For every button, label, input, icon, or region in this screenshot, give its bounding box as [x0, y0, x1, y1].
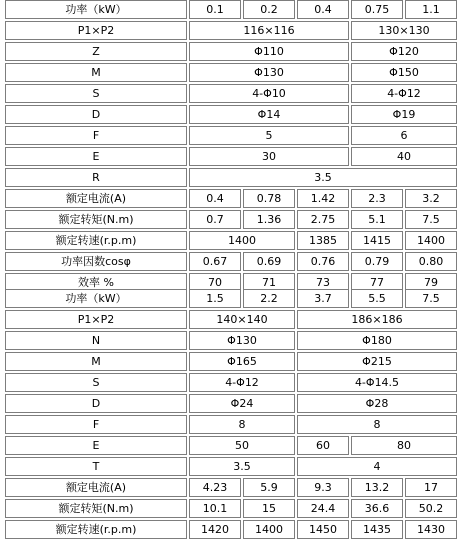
table-cell: Φ150 — [351, 63, 457, 82]
table-row — [5, 415, 457, 434]
spec-table-1 — [3, 0, 459, 294]
table-cell: 30 — [189, 147, 349, 166]
table-cell: 8 — [297, 415, 457, 434]
row-label: F — [5, 126, 187, 145]
row-label: M — [5, 352, 187, 371]
table-cell: 3.5 — [189, 457, 295, 476]
table-row — [5, 499, 457, 518]
row-label: N — [5, 331, 187, 350]
table-cell: 1.42 — [297, 189, 349, 208]
table-cell: 140×140 — [189, 310, 295, 329]
table-cell: 0.67 — [189, 252, 241, 271]
table-cell: 0.1 — [189, 0, 241, 19]
table-cell: 1430 — [405, 520, 457, 539]
table-cell: 4-Φ10 — [189, 84, 349, 103]
table-cell: 1450 — [297, 520, 349, 539]
table-cell: 4-Φ12 — [351, 84, 457, 103]
row-label: S — [5, 373, 187, 392]
table-cell: 79 — [405, 273, 457, 292]
table-cell: Φ215 — [297, 352, 457, 371]
table-cell: 3.7 — [297, 289, 349, 308]
row-label: M — [5, 63, 187, 82]
table-cell: 0.7 — [189, 210, 241, 229]
table-cell: 3.5 — [189, 168, 457, 187]
row-label: 额定转矩(N.m) — [5, 499, 187, 518]
row-label: D — [5, 105, 187, 124]
row-label: 效率 % — [5, 273, 187, 292]
table-row — [5, 436, 457, 455]
table-cell: 8 — [189, 415, 295, 434]
table-cell: 4.23 — [189, 478, 241, 497]
table-cell: 77 — [351, 273, 403, 292]
row-label: R — [5, 168, 187, 187]
row-label: P1×P2 — [5, 21, 187, 40]
row-label: 额定电流(A) — [5, 189, 187, 208]
table-row — [5, 373, 457, 392]
table-cell: 0.76 — [297, 252, 349, 271]
table-cell: 1435 — [351, 520, 403, 539]
table-row — [5, 126, 457, 145]
table-row — [5, 105, 457, 124]
row-label: 额定电流(A) — [5, 478, 187, 497]
table-cell: 4 — [297, 457, 457, 476]
table-cell: 0.4 — [297, 0, 349, 19]
table-cell: Φ110 — [189, 42, 349, 61]
table-cell: Φ28 — [297, 394, 457, 413]
table-cell: 40 — [351, 147, 457, 166]
table-cell: 0.69 — [243, 252, 295, 271]
row-label: 功率因数cosφ — [5, 252, 187, 271]
row-label: 功率（kW） — [5, 289, 187, 308]
table-cell: 6 — [351, 126, 457, 145]
table-row — [5, 394, 457, 413]
table-row — [5, 210, 457, 229]
table-row — [5, 252, 457, 271]
table-cell: Φ130 — [189, 63, 349, 82]
table-cell: 1385 — [297, 231, 349, 250]
table-cell: 1400 — [243, 520, 295, 539]
table-cell: 5.5 — [351, 289, 403, 308]
table-cell: 5 — [189, 126, 349, 145]
table-row — [5, 520, 457, 539]
table-row — [5, 0, 457, 19]
table-row — [5, 147, 457, 166]
table-row — [5, 42, 457, 61]
row-label: E — [5, 436, 187, 455]
table-cell: 7.5 — [405, 210, 457, 229]
table-cell: 3.2 — [405, 189, 457, 208]
table-cell: 80 — [351, 436, 457, 455]
table-cell: 36.6 — [351, 499, 403, 518]
table-cell: Φ19 — [351, 105, 457, 124]
table-cell: 0.2 — [243, 0, 295, 19]
row-label: 功率（kW） — [5, 0, 187, 19]
table-cell: 60 — [297, 436, 349, 455]
row-label: F — [5, 415, 187, 434]
table-cell: 5.1 — [351, 210, 403, 229]
table-cell: Φ130 — [189, 331, 295, 350]
table-cell: Φ14 — [189, 105, 349, 124]
table-cell: 0.80 — [405, 252, 457, 271]
table-row — [5, 331, 457, 350]
table-cell: Φ24 — [189, 394, 295, 413]
table-row — [5, 289, 457, 308]
table-cell: Φ180 — [297, 331, 457, 350]
row-label: 额定转矩(N.m) — [5, 210, 187, 229]
row-label: S — [5, 84, 187, 103]
table-cell: 1400 — [405, 231, 457, 250]
row-label: Z — [5, 42, 187, 61]
table-cell: 116×116 — [189, 21, 349, 40]
table-cell: 0.4 — [189, 189, 241, 208]
table-cell: 130×130 — [351, 21, 457, 40]
table-cell: 13.2 — [351, 478, 403, 497]
row-label: D — [5, 394, 187, 413]
row-label: 额定转速(r.p.m) — [5, 520, 187, 539]
table-cell: Φ165 — [189, 352, 295, 371]
table-row — [5, 310, 457, 329]
table-cell: 1.1 — [405, 0, 457, 19]
table-cell: 2.75 — [297, 210, 349, 229]
table-cell: 70 — [189, 273, 241, 292]
table-cell: 0.75 — [351, 0, 403, 19]
table-cell: 15 — [243, 499, 295, 518]
table-cell: Φ120 — [351, 42, 457, 61]
table-row — [5, 168, 457, 187]
row-label: P1×P2 — [5, 310, 187, 329]
table-row — [5, 352, 457, 371]
table-cell: 5.9 — [243, 478, 295, 497]
table-cell: 17 — [405, 478, 457, 497]
table-cell: 1400 — [189, 231, 295, 250]
table-cell: 7.5 — [405, 289, 457, 308]
table-row — [5, 231, 457, 250]
table-row — [5, 189, 457, 208]
table-cell: 1420 — [189, 520, 241, 539]
table-cell: 186×186 — [297, 310, 457, 329]
table-cell: 1415 — [351, 231, 403, 250]
table-cell: 24.4 — [297, 499, 349, 518]
table-cell: 10.1 — [189, 499, 241, 518]
row-label: T — [5, 457, 187, 476]
table-cell: 0.78 — [243, 189, 295, 208]
table-row — [5, 21, 457, 40]
row-label: E — [5, 147, 187, 166]
table-cell: 4-Φ12 — [189, 373, 295, 392]
table-cell: 50.2 — [405, 499, 457, 518]
table-cell: 1.5 — [189, 289, 241, 308]
row-label: 额定转速(r.p.m) — [5, 231, 187, 250]
table-cell: 0.79 — [351, 252, 403, 271]
table-cell: 9.3 — [297, 478, 349, 497]
table-cell: 2.2 — [243, 289, 295, 308]
table-cell: 71 — [243, 273, 295, 292]
table-cell: 4-Φ14.5 — [297, 373, 457, 392]
table-cell: 50 — [189, 436, 295, 455]
spec-table-2 — [3, 287, 459, 541]
table-cell: 1.36 — [243, 210, 295, 229]
table-row — [5, 63, 457, 82]
table-row — [5, 457, 457, 476]
table-cell: 2.3 — [351, 189, 403, 208]
table-row — [5, 84, 457, 103]
table-row — [5, 478, 457, 497]
table-cell: 73 — [297, 273, 349, 292]
